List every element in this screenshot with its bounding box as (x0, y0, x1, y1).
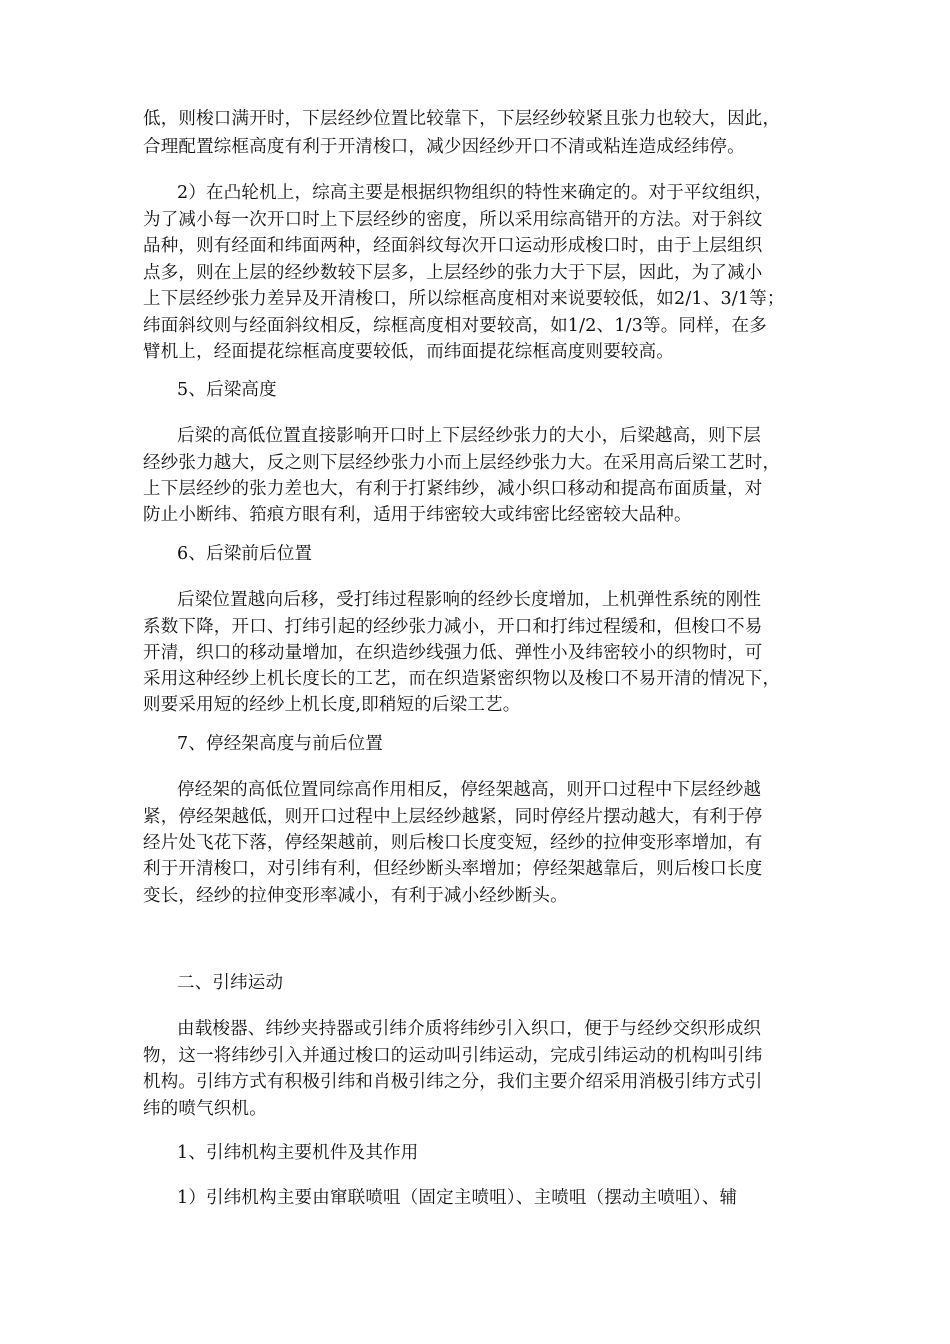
text-line: 上下层经纱的张力差也大，有利于打紧纬纱，减小织口移动和提高布面质量，对 (143, 479, 763, 499)
text-line: 变长，经纱的拉伸变形率减小，有利于减小经纱断头。 (143, 886, 568, 906)
text-line: 低，则梭口满开时，下层经纱位置比较靠下，下层经纱较紧且张力也较大，因此， (143, 109, 781, 129)
text-line: 经片处飞花下落，停经架越前，则后梭口长度变短，经纱的拉伸变形率增加，有 (143, 833, 763, 853)
text-line: 为了减小每一次开口时上下层经纱的密度，所以采用综高错开的方法。对于斜纹 (143, 210, 763, 230)
section-heading: 6、后梁前后位置 (177, 544, 313, 564)
text-line: 纬的喷气织机。 (143, 1099, 267, 1119)
text-line: 由载梭器、纬纱夹持器或引纬介质将纬纱引入织口，便于与经纱交织形成织 (177, 1019, 762, 1039)
section-heading: 5、后梁高度 (177, 380, 277, 400)
text-line: 上下层经纱张力差异及开清梭口，所以综框高度相对来说要较低，如2/1、3/1等； (143, 289, 785, 309)
text-line: 机构。引纬方式有积极引纬和肖极引纬之分，我们主要介绍采用消极引纬方式引 (143, 1072, 763, 1092)
text-line: 紧，停经架越低，则开口过程中上层经纱越紧，同时停经片摆动越大，有利于停 (143, 807, 763, 827)
text-line: 后梁位置越向后移，受打纬过程影响的经纱长度增加，上机弹性系统的刚性 (177, 590, 762, 610)
text-line: 利于开清梭口，对引纬有利，但经纱断头率增加；停经架越靠后，则后梭口长度 (143, 859, 763, 879)
text-line: 1）引纬机构主要由窜联喷咀（固定主喷咀）、主喷咀（摆动主喷咀）、辅 (177, 1188, 738, 1208)
text-line: 点多，则在上层的经纱数较下层多，上层经纱的张力大于下层，因此，为了减小 (143, 263, 763, 283)
section-heading: 1、引纬机构主要机件及其作用 (177, 1143, 419, 1163)
text-line: 则要采用短的经纱上机长度,即稍短的后梁工艺。 (143, 695, 521, 715)
text-line: 合理配置综框高度有利于开清梭口，减少因经纱开口不清或粘连造成经纬停。 (143, 137, 745, 157)
text-line: 防止小断纬、筘痕方眼有利，适用于纬密较大或纬密比经密较大品种。 (143, 505, 692, 525)
text-line: 停经架的高低位置同综高作用相反，停经架越高，则开口过程中下层经纱越 (177, 780, 762, 800)
text-line: 2）在凸轮机上，综高主要是根据织物组织的特性来确定的。对于平纹组织， (177, 183, 773, 203)
text-line: 采用这种经纱上机长度长的工艺，而在织造紧密织物以及梭口不易开清的情况下， (143, 669, 781, 689)
text-line: 臂机上，经面提花综框高度要较低，而纬面提花综框高度则要较高。 (143, 342, 674, 362)
text-line: 纬面斜纹则与经面斜纹相反，综框高度相对要较高，如1/2、1/3等。同样，在多 (143, 316, 767, 336)
text-line: 品种，则有经面和纬面两种，经面斜纹每次开口运动形成梭口时，由于上层组织 (143, 236, 763, 256)
text-line: 物，这一将纬纱引入并通过梭口的运动叫引纬运动，完成引纬运动的机构叫引纬 (143, 1046, 763, 1066)
text-line: 开清，织口的移动量增加，在织造纱线强力低、弹性小及纬密较小的织物时，可 (143, 643, 763, 663)
text-line: 后梁的高低位置直接影响开口时上下层经纱张力的大小，后梁越高，则下层 (177, 426, 762, 446)
text-line: 经纱张力越大，反之则下层经纱张力小而上层经纱张力大。在采用高后梁工艺时， (143, 453, 781, 473)
text-line: 系数下降，开口、打纬引起的经纱张力减小，开口和打纬过程缓和，但梭口不易 (143, 617, 763, 637)
section-heading: 二、引纬运动 (177, 973, 284, 993)
section-heading: 7、停经架高度与前后位置 (177, 734, 384, 754)
